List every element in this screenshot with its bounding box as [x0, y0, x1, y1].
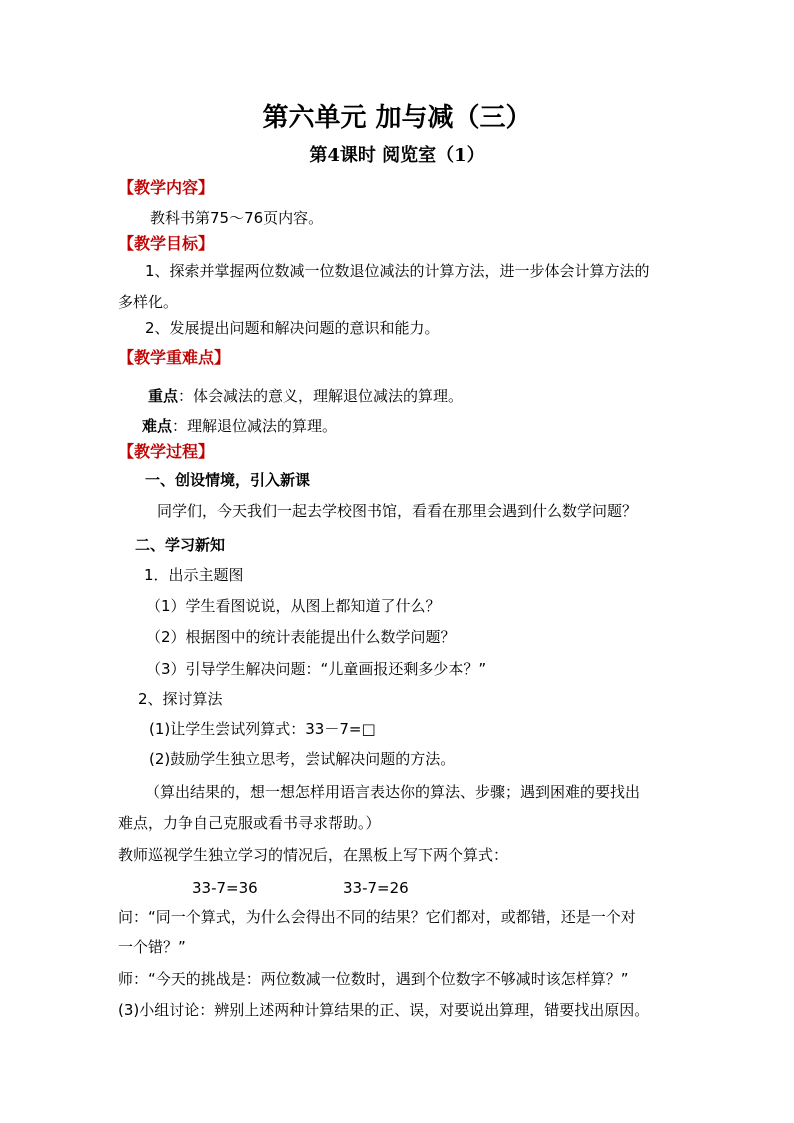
step-2-2: (2)鼓励学生独立思考，尝试解决问题的方法。 [149, 750, 456, 768]
goal-1-line-1: 1、探索并掌握两位数减一位数退位减法的计算方法，进一步体会计算方法的 [145, 262, 650, 280]
key-point [148, 386, 463, 406]
step-2-note-line-2: 难点，力争自己克服或看书寻求帮助。） [118, 814, 381, 832]
section-1-title: 一、创设情境，引入新课 [145, 471, 311, 489]
step-1-1: （1）学生看图说说，从图上都知道了什么？ [146, 597, 441, 615]
heading-process: 【教学过程】 [118, 442, 215, 461]
step-2-3: (3)小组讨论：辨别上述两种计算结果的正、误，对要说出算理，错要找出原因。 [118, 1001, 650, 1019]
question-line-2: 一个错？” [118, 938, 186, 956]
heading-keypoints: 【教学重难点】 [118, 348, 231, 367]
heading-content: 【教学内容】 [118, 178, 215, 197]
difficult-point [142, 416, 337, 436]
step-1-3: （3）引导学生解决问题：“儿童画报还剩多少本？” [146, 660, 487, 678]
goal-2: 2、发展提出问题和解决问题的意识和能力。 [145, 319, 440, 337]
section-2-title: 二、学习新知 [135, 536, 226, 554]
lesson-subtitle: 第4课时 阅览室（1） [309, 145, 485, 166]
teacher-observation: 教师巡视学生独立学习的情况后，在黑板上写下两个算式： [118, 846, 509, 864]
step-2-note-line-1: （算出结果的，想一想怎样用语言表达你的算法、步骤；遇到困难的要找出 [145, 783, 641, 801]
section-1-text: 同学们，今天我们一起去学校图书馆，看看在那里会遇到什么数学问题？ [157, 502, 638, 520]
question-line-1: 问：“同一个算式，为什么会得出不同的结果？它们都对，或都错，还是一个对 [118, 908, 636, 926]
goal-1-line-2: 多样化。 [118, 293, 179, 311]
teacher-statement: 师：“今天的挑战是：两位数减一位数时，遇到个位数字不够减时该怎样算？” [118, 970, 629, 988]
difficult-text: ：理解退位减法的算理。 [172, 417, 338, 435]
page-title: 第六单元 加与减（三） [262, 103, 532, 133]
step-2-1: (1)让学生尝试列算式：33－7=□ [149, 720, 376, 738]
step-1: 1．出示主题图 [144, 566, 244, 584]
step-1-2: （2）根据图中的统计表能提出什么数学问题？ [146, 628, 456, 646]
difficult-label: 难点 [142, 417, 173, 435]
equation-2: 33-7=26 [343, 879, 409, 897]
step-2: 2、探讨算法 [138, 690, 223, 708]
content-text: 教科书第75～76页内容。 [150, 209, 324, 227]
heading-goals: 【教学目标】 [118, 234, 215, 253]
key-text: ：体会减法的意义，理解退位减法的算理。 [178, 387, 464, 405]
equation-1: 33-7=36 [192, 879, 258, 897]
key-label: 重点 [148, 387, 179, 405]
